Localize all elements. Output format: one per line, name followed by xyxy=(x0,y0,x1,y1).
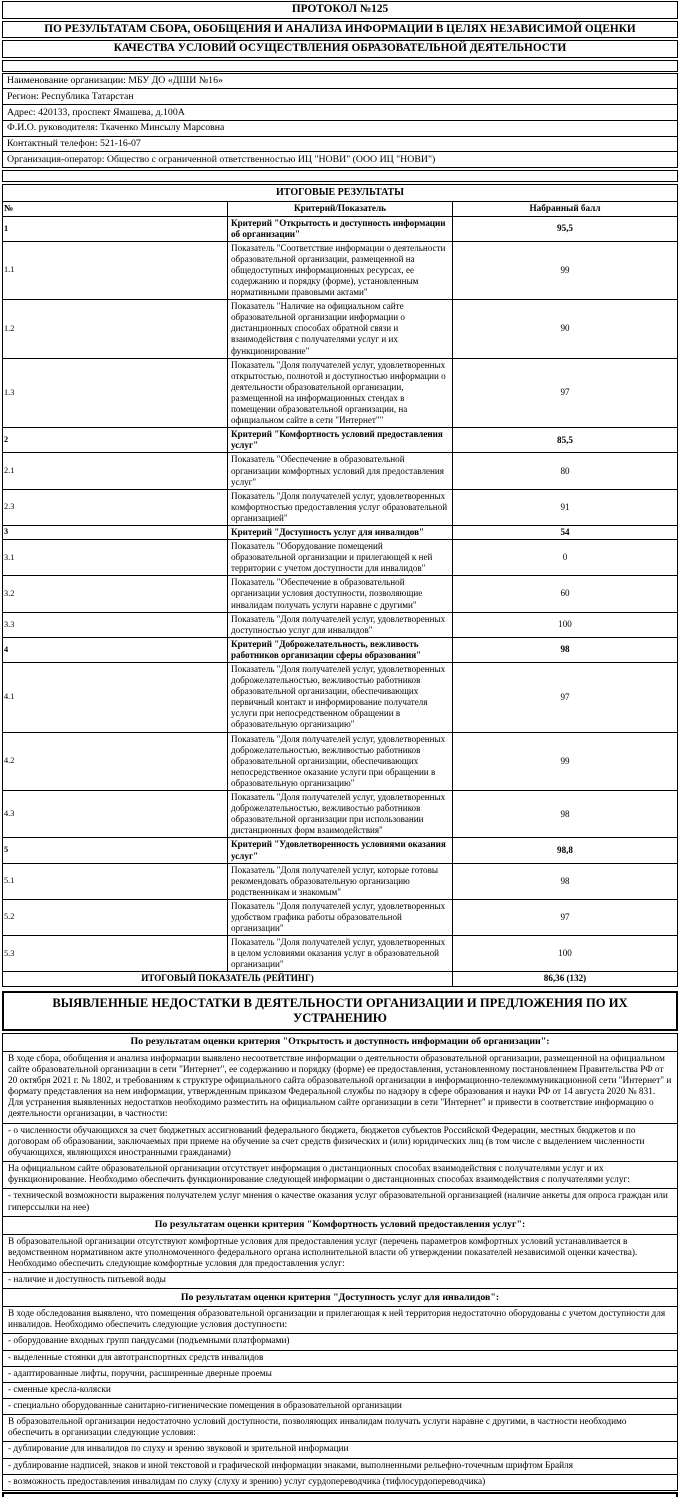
row-number: 5 xyxy=(3,838,228,863)
deficiency-row: - адаптированные лифты, поручни, расширенные дверные проемы xyxy=(2,1366,678,1383)
row-score: 95,5 xyxy=(453,216,678,241)
row-score: 90 xyxy=(453,300,678,358)
row-criterion-text: Критерий "Удовлетворенность условиями оказания услуг" xyxy=(228,838,453,863)
deficiency-row: В образовательной организации отсутствуют комфортные условия для предоставления услуг (перечень параметров комфортных условий устанавливается в ведомственном нормативном акте уполномоченного федерального органа исполнительной власти об утверждении показателей независимой оценки качества). Необходимо обеспечить следующие комфортные условия для предоставления услуг: xyxy=(2,1234,678,1273)
row-score: 60 xyxy=(453,576,678,612)
table-row xyxy=(3,732,678,790)
row-number: 5.2 xyxy=(3,899,228,935)
table-row xyxy=(3,453,678,489)
org-info-list xyxy=(2,73,678,169)
row-number: 2 xyxy=(3,428,228,453)
col-header-criterion: Критерий/Показатель xyxy=(228,202,453,216)
table-row xyxy=(3,241,678,299)
org-info-row: Организация-оператор: Общество с ограниченной ответственностью ИЦ "НОВИ" (ООО ИЦ "НОВИ") xyxy=(2,151,678,168)
col-header-score: Набранный балл xyxy=(453,202,678,216)
deficiency-row: По результатам оценки критерия "Доступность услуг для инвалидов": xyxy=(2,1288,678,1307)
row-criterion-text: Показатель "Обеспечение в образовательной организации комфортных условий для предоставления услуг" xyxy=(228,453,453,489)
row-score: 97 xyxy=(453,663,678,733)
deficiency-row: - технической возможности выражения получателем услуг мнения о качестве оказания услуг образовательной организацией (наличие анкеты для опроса граждан или гиперссылки на нее) xyxy=(2,1188,678,1216)
row-score: 91 xyxy=(453,489,678,525)
table-row xyxy=(3,863,678,899)
row-score: 97 xyxy=(453,899,678,935)
table-row xyxy=(3,489,678,525)
deficiency-row: На официальном сайте образовательной организации отсутствует информация о дистанционных способах взаимодействия с получателями услуг и их функционирование. Необходимо обеспечить функционирование следующей информации о дистанционных способах взаимодействия с получателями услуг: xyxy=(2,1161,678,1189)
deficiency-row: - возможность предоставления инвалидам по слуху (слуху и зрению) услуг сурдопереводчика (тифлосурдопереводчика) xyxy=(2,1474,678,1491)
row-criterion-text: Показатель "Доля получателей услуг, которые готовы рекомендовать образовательную организацию родственникам и знакомым" xyxy=(228,863,453,899)
row-score: 98 xyxy=(453,791,678,838)
org-info-row: Адрес: 420133, проспект Ямашева, д.100А xyxy=(2,104,678,121)
row-number: 5.1 xyxy=(3,863,228,899)
row-score: 99 xyxy=(453,732,678,790)
results-table xyxy=(2,184,678,986)
table-row xyxy=(3,936,678,972)
row-number: 5.3 xyxy=(3,936,228,972)
table-row xyxy=(3,663,678,733)
col-header-num: № xyxy=(3,202,228,216)
row-criterion-text: Критерий "Доступность услуг для инвалидов" xyxy=(228,525,453,539)
table-row xyxy=(3,525,678,539)
table-row xyxy=(3,838,678,863)
row-score: 98,8 xyxy=(453,838,678,863)
row-score: 97 xyxy=(453,358,678,428)
table-row xyxy=(3,216,678,241)
row-score: 99 xyxy=(453,241,678,299)
row-number: 4 xyxy=(3,637,228,662)
table-row xyxy=(3,300,678,358)
row-criterion-text: Показатель "Доля получателей услуг, удовлетворенных доброжелательностью, вежливостью работников образовательной организации, обеспечивающих непосредственное оказание услуги при обращении в образовательную организацию" xyxy=(228,732,453,790)
org-info-row: Регион: Республика Татарстан xyxy=(2,88,678,105)
row-criterion-text: Показатель "Наличие на официальном сайте образовательной организации информации о дистанционных способах обратной связи и взаимодействия с получателями услуг и их функционирование" xyxy=(228,300,453,358)
deficiency-row: По результатам оценки критерия "Открытость и доступность информации об организации": xyxy=(2,1033,678,1052)
row-criterion-text: Показатель "Доля получателей услуг, удовлетворенных доброжелательностью, вежливостью работников образовательной организации при использовании дистанционных форм взаимодействия" xyxy=(228,791,453,838)
total-label: ИТОГОВЫЙ ПОКАЗАТЕЛЬ (РЕЙТИНГ) xyxy=(3,972,453,986)
deficiency-row: В ходе обследования выявлено, что помещения образовательной организации и прилегающая к ней территория недостаточно оборудованы с учетом доступности для инвалидов. Необходимо обеспечить следующие условия доступности: xyxy=(2,1306,678,1334)
deficiency-row: В образовательной организации недостаточно условий доступности, позволяющих инвалидам получать услуги наравне с другими, в частности необходимо обеспечить в организации следующие условия: xyxy=(2,1414,678,1442)
row-number: 4.3 xyxy=(3,791,228,838)
row-criterion-text: Показатель "Доля получателей услуг, удовлетворенных в целом условиями оказания услуг в образовательной организации" xyxy=(228,936,453,972)
row-number: 3.2 xyxy=(3,576,228,612)
row-criterion-text: Показатель "Доля получателей услуг, удовлетворенных комфортностью предоставления услуг образовательной организацией" xyxy=(228,489,453,525)
deficiency-row: - специально оборудованные санитарно-гигиенические помещения в образовательной организации xyxy=(2,1398,678,1415)
row-score: 100 xyxy=(453,612,678,637)
row-score: 0 xyxy=(453,540,678,576)
row-number: 1 xyxy=(3,216,228,241)
row-criterion-text: Показатель "Обеспечение в образовательной организации условия доступности, позволяющие инвалидам получать услуги наравне с другими" xyxy=(228,576,453,612)
row-score: 54 xyxy=(453,525,678,539)
row-criterion-text: Показатель "Доля получателей услуг, удовлетворенных доброжелательностью, вежливостью работников образовательной организации, обеспечивающих первичный контакт и информирование получателя услуги при непосредственном обращении в образовательную организацию" xyxy=(228,663,453,733)
table-row xyxy=(3,899,678,935)
row-score: 80 xyxy=(453,453,678,489)
table-row xyxy=(3,791,678,838)
org-info-row: Контактный телефон: 521-16-07 xyxy=(2,136,678,153)
org-info-row: Наименование организации: МБУ ДО «ДШИ №16» xyxy=(2,73,678,90)
row-number: 3 xyxy=(3,525,228,539)
protocol-number-title: ПРОТОКОЛ №125 xyxy=(2,1,678,19)
row-criterion-text: Критерий "Комфортность условий предоставления услуг" xyxy=(228,428,453,453)
row-score: 85,5 xyxy=(453,428,678,453)
results-table-title: ИТОГОВЫЕ РЕЗУЛЬТАТЫ xyxy=(3,185,678,202)
results-column-header-row xyxy=(3,202,678,216)
total-row xyxy=(3,972,678,986)
row-criterion-text: Показатель "Доля получателей услуг, удовлетворенных доступностью услуг для инвалидов" xyxy=(228,612,453,637)
deficiency-row: - дублирование надписей, знаков и иной текстовой и графической информации знаками, выполненными рельефно-точечным шрифтом Брайля xyxy=(2,1458,678,1475)
total-score: 86,36 (132) xyxy=(453,972,678,986)
row-number: 1.2 xyxy=(3,300,228,358)
deficiencies-title: ВЫЯВЛЕННЫЕ НЕДОСТАТКИ В ДЕЯТЕЛЬНОСТИ ОРГАНИЗАЦИИ И ПРЕДЛОЖЕНИЯ ПО ИХ УСТРАНЕНИЮ xyxy=(2,991,678,1031)
row-criterion-text: Показатель "Оборудование помещений образовательной организации и прилегающей к ней территории с учетом доступности для инвалидов" xyxy=(228,540,453,576)
row-criterion-text: Показатель "Соответствие информации о деятельности образовательной организации, размещенной на общедоступных информационных ресурсах, ее содержанию и порядку (форме), установленным нормативными правовыми актами" xyxy=(228,241,453,299)
deficiency-row: - оборудование входных групп пандусами (подъемными платформами) xyxy=(2,1333,678,1350)
results-table-head xyxy=(3,185,678,216)
deficiency-row: В ходе сбора, обобщения и анализа информации выявлено несоответствие информации о деятельности образовательной организации, размещенной на официальном сайте образовательной организации в сети "Интернет", ее содержанию и порядку (форме) ее предоставления, установленному постановлением Правительства РФ от 20 октября 2021 г. № 1802, и требованиям к структуре официального сайта образовательной организации в информационно-телекоммуникационной сети "Интернет" и формату представления на нем информации, утвержденным приказом Федеральной службы по надзору в сфере образования и науки РФ от 14 августа 2020 № 831. Для устранения выявленных недостатков необходимо разместить на официальном сайте организации в сети "Интернет" и привести в соответствие информацию о деятельности организации, в частности: xyxy=(2,1051,678,1124)
protocol-title-line3: КАЧЕСТВА УСЛОВИЙ ОСУЩЕСТВЛЕНИЯ ОБРАЗОВАТЕЛЬНОЙ ДЕЯТЕЛЬНОСТИ xyxy=(2,40,678,58)
results-title-row xyxy=(3,185,678,202)
org-info-row: Ф.И.О. руководителя: Ткаченко Минсылу Марсовна xyxy=(2,120,678,137)
results-table-body xyxy=(3,216,678,972)
table-row xyxy=(3,358,678,428)
table-row xyxy=(3,576,678,612)
table-row xyxy=(3,637,678,662)
row-number: 3.3 xyxy=(3,612,228,637)
row-number: 4.1 xyxy=(3,663,228,733)
row-number: 4.2 xyxy=(3,732,228,790)
deficiency-row: - дублирование для инвалидов по слуху и зрению звуковой и зрительной информации xyxy=(2,1441,678,1458)
results-table-footer xyxy=(3,972,678,986)
row-number: 3.1 xyxy=(3,540,228,576)
row-criterion-text: Показатель "Доля получателей услуг, удовлетворенных открытостью, полнотой и доступностью информации о деятельности образовательной организации, размещенной на информационных стендах в помещении образовательной организации, на официальном сайте в сети "Интернет"" xyxy=(228,358,453,428)
deficiency-row: - сменные кресла-коляски xyxy=(2,1382,678,1399)
row-score: 98 xyxy=(453,863,678,899)
row-criterion-text: Показатель "Доля получателей услуг, удовлетворенных удобством графика работы образовательной организации" xyxy=(228,899,453,935)
deficiency-row: - выделенные стоянки для автотранспортных средств инвалидов xyxy=(2,1350,678,1367)
next-section-edge xyxy=(2,1492,678,1497)
spacer-row xyxy=(2,170,678,182)
row-number: 1.3 xyxy=(3,358,228,428)
spacer-row xyxy=(2,60,678,72)
deficiency-row: - наличие и доступность питьевой воды xyxy=(2,1272,678,1289)
row-score: 100 xyxy=(453,936,678,972)
row-criterion-text: Критерий "Доброжелательность, вежливость работников организации сферы образования" xyxy=(228,637,453,662)
protocol-title-line2: ПО РЕЗУЛЬТАТАМ СБОРА, ОБОБЩЕНИЯ И АНАЛИЗА ИНФОРМАЦИИ В ЦЕЛЯХ НЕЗАВИСИМОЙ ОЦЕНКИ xyxy=(2,21,678,39)
deficiency-row: По результатам оценки критерия "Комфортность условий предоставления услуг": xyxy=(2,1216,678,1235)
deficiency-row: - о численности обучающихся за счет бюджетных ассигнований федерального бюджета, бюджетов субъектов Российской Федерации, местных бюджетов и по договорам об образовании, заключаемых при приеме на обучение за счет средств физических и (или) юридических лиц (в том числе с выделением численности обучающихся, являющихся иностранными гражданами) xyxy=(2,1123,678,1162)
table-row xyxy=(3,540,678,576)
table-row xyxy=(3,428,678,453)
row-number: 2.3 xyxy=(3,489,228,525)
row-criterion-text: Критерий "Открытость и доступность информации об организации" xyxy=(228,216,453,241)
table-row xyxy=(3,612,678,637)
row-number: 1.1 xyxy=(3,241,228,299)
row-score: 98 xyxy=(453,637,678,662)
deficiencies-list xyxy=(2,1033,678,1491)
row-number: 2.1 xyxy=(3,453,228,489)
